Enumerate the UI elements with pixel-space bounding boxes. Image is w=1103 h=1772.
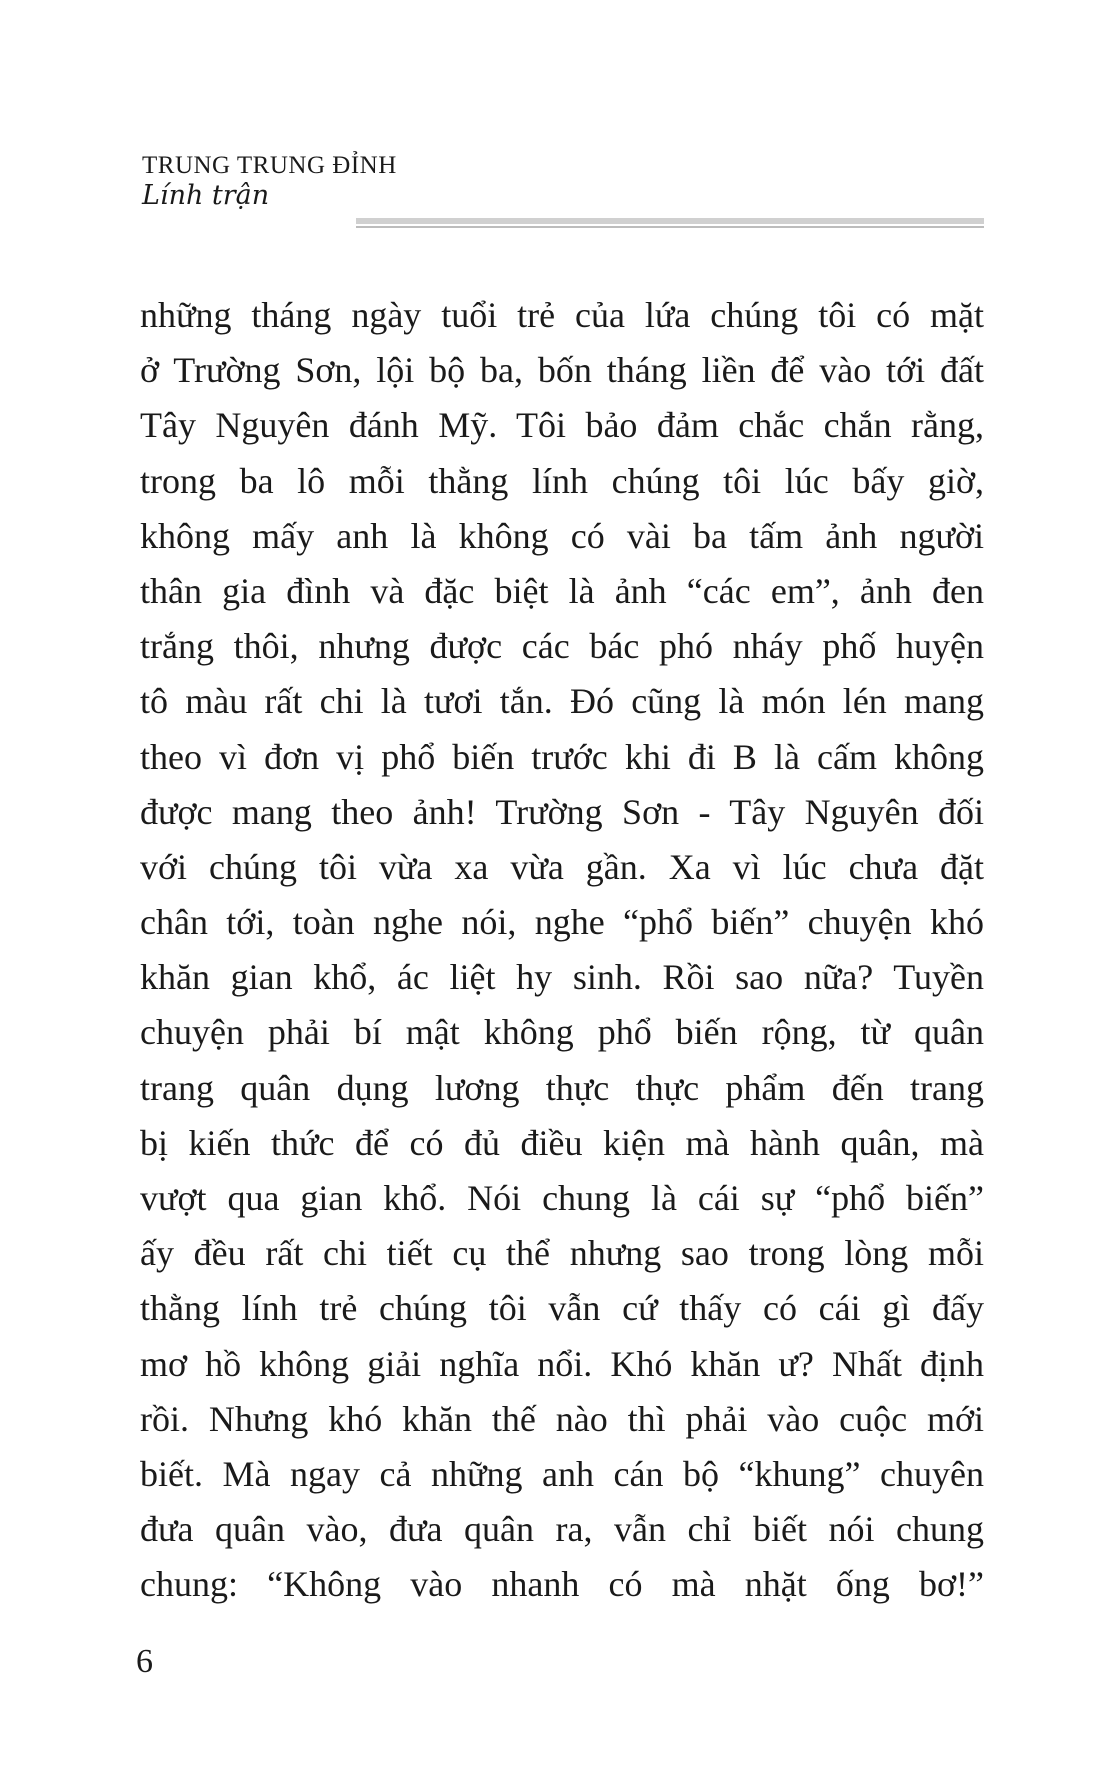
text-line: chân tới, toàn nghe nói, nghe “phổ biến” chuyện khó (140, 902, 984, 943)
text-line: tô màu rất chi là tươi tắn. Đó cũng là món lén mang (140, 681, 984, 722)
author-name: TRUNG TRUNG ĐỈNH (142, 152, 397, 179)
text-line: trắng thôi, nhưng được các bác phó nháy phố huyện (140, 626, 984, 667)
text-line: ở Trường Sơn, lội bộ ba, bốn tháng liền để vào tới đất (140, 350, 984, 391)
text-line: thằng lính trẻ chúng tôi vẫn cứ thấy có cái gì đấy (140, 1288, 984, 1329)
text-line: không mấy anh là không có vài ba tấm ảnh người (140, 515, 984, 556)
text-line: ấy đều rất chi tiết cụ thể nhưng sao trong lòng mỗi (140, 1233, 984, 1274)
text-line: trang quân dụng lương thực thực phẩm đến trang (140, 1067, 984, 1108)
text-line: biết. Mà ngay cả những anh cán bộ “khung” chuyên (140, 1453, 984, 1494)
running-header (142, 152, 984, 212)
text-line: mơ hồ không giải nghĩa nổi. Khó khăn ư? Nhất định (140, 1343, 984, 1384)
text-line: theo vì đơn vị phổ biến trước khi đi B là cấm không (140, 736, 984, 777)
text-line: rồi. Nhưng khó khăn thế nào thì phải vào cuộc mới (140, 1398, 984, 1439)
text-line: trong ba lô mỗi thằng lính chúng tôi lúc bấy giờ, (140, 460, 984, 501)
text-line: những tháng ngày tuổi trẻ của lứa chúng tôi có mặt (140, 295, 984, 335)
book-title: Lính trận (142, 180, 270, 211)
text-line: Tây Nguyên đánh Mỹ. Tôi bảo đảm chắc chắn rằng, (140, 405, 984, 446)
text-line: được mang theo ảnh! Trường Sơn - Tây Nguyên đối (140, 791, 984, 832)
text-line: thân gia đình và đặc biệt là ảnh “các em”, ảnh đen (140, 570, 984, 611)
text-line: với chúng tôi vừa xa vừa gần. Xa vì lúc chưa đặt (140, 846, 984, 887)
text-line: bị kiến thức để có đủ điều kiện mà hành quân, mà (140, 1122, 984, 1163)
text-line: vượt qua gian khổ. Nói chung là cái sự “phổ biến” (140, 1178, 984, 1218)
page-number: 6 (136, 1643, 153, 1680)
text-line: chuyện phải bí mật không phổ biến rộng, từ quân (140, 1012, 984, 1053)
header-divider (356, 218, 984, 224)
body-text (140, 288, 984, 1613)
text-line: chung: “Không vào nhanh có mà nhặt ống bơ!” (140, 1564, 984, 1605)
text-line: khăn gian khổ, ác liệt hy sinh. Rồi sao nữa? Tuyền (140, 957, 984, 998)
text-line: đưa quân vào, đưa quân ra, vẫn chỉ biết nói chung (140, 1509, 984, 1550)
